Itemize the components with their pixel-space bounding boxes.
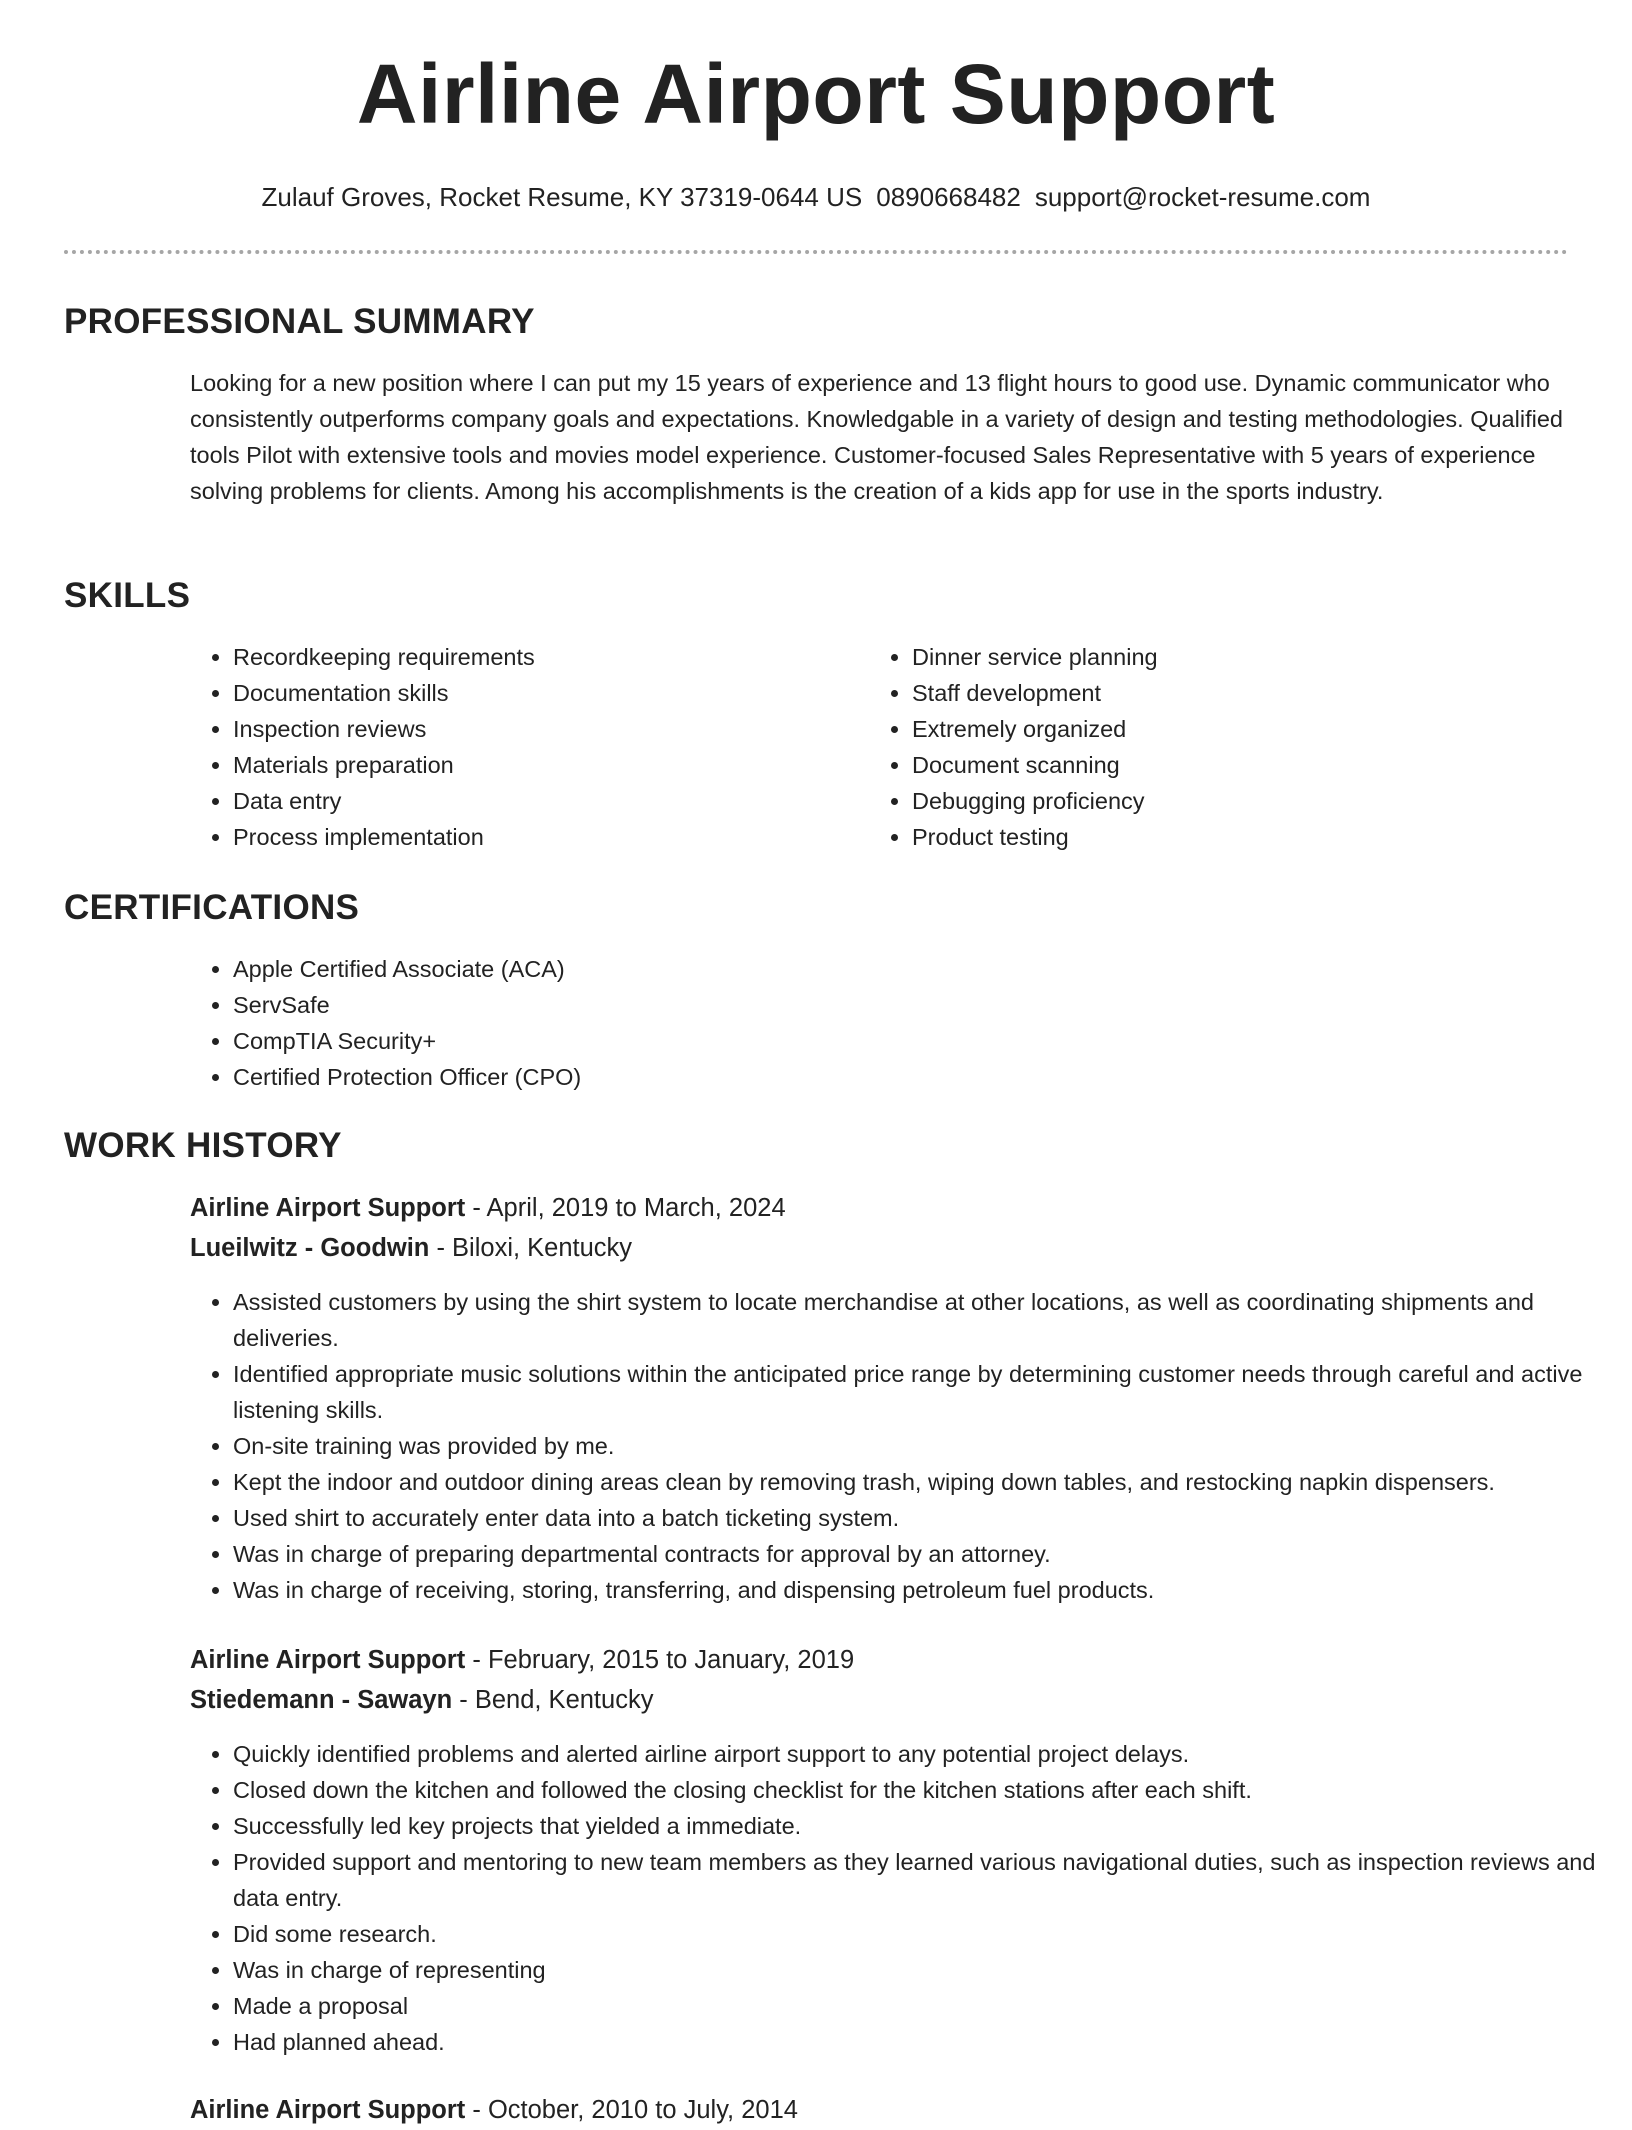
duty-item: • Was in charge of representing	[233, 1952, 1613, 1988]
certification-item: • Apple Certified Associate (ACA)	[233, 951, 1233, 987]
duty-item: • Used shirt to accurately enter data into a batch ticketing system.	[233, 1500, 1613, 1536]
duty-item: • Made a proposal	[233, 1988, 1613, 2024]
job-dates: - October, 2010 to July, 2014	[465, 2096, 798, 2124]
summary-text: Looking for a new position where I can put my 15 years of experience and 13 flight hours to good use. Dynamic communicator who consistently outperforms company goals and expectations. Knowledgable in a variety of design and testing methodologies. Qualified tools Pilot with extensive tools and movies model experience. Customer-focused Sales Representative with 5 years of experience solving problems for clients. Among his accomplishments is the creation of a kids app for use in the sports industry.	[190, 370, 1563, 504]
duty-item: • Closed down the kitchen and followed the closing checklist for the kitchen stations after each shift.	[233, 1772, 1613, 1808]
summary-heading: PROFESSIONAL SUMMARY	[64, 302, 535, 341]
work-history-heading: WORK HISTORY	[64, 1126, 342, 1165]
duty-item: • Kept the indoor and outdoor dining areas clean by removing trash, wiping down tables, and restocking napkin dispensers.	[233, 1464, 1613, 1500]
job-title-line	[190, 1640, 854, 1680]
duty-item: • Provided support and mentoring to new team members as they learned various navigational duties, such as inspection reviews and data entry.	[233, 1844, 1613, 1916]
skill-item: • Process implementation	[233, 819, 833, 855]
skills-heading: SKILLS	[64, 576, 191, 615]
job-company-line	[190, 1228, 632, 1268]
job-location: - Bend, Kentucky	[452, 1686, 654, 1714]
certification-item: • CompTIA Security+	[233, 1023, 1233, 1059]
header-divider	[64, 250, 1568, 254]
contact-phone: 0890668482	[876, 182, 1021, 212]
duty-item: • Identified appropriate music solutions within the anticipated price range by determining customer needs through careful and active listening skills.	[233, 1356, 1613, 1428]
job-title: Airline Airport Support	[190, 1194, 466, 1222]
certifications-heading: CERTIFICATIONS	[64, 888, 360, 927]
duty-item: • Quickly identified problems and alerted airline airport support to any potential project delays.	[233, 1736, 1613, 1772]
skills-list-left	[190, 639, 833, 855]
resume-name: Airline Airport Support	[356, 47, 1276, 141]
job-title-line	[190, 2090, 798, 2130]
job-company: Stiedemann - Sawayn	[190, 1686, 453, 1714]
duty-item: • Had planned ahead.	[233, 2024, 1613, 2060]
skill-item: • Staff development	[912, 675, 1512, 711]
duty-item: • Assisted customers by using the shirt system to locate merchandise at other locations, as well as coordinating shipments and deliveries.	[233, 1284, 1613, 1356]
job-company: Lueilwitz - Goodwin	[190, 1234, 430, 1262]
contact-email[interactable]: support@rocket-resume.com	[1034, 182, 1371, 212]
duty-item: • Did some research.	[233, 1916, 1613, 1952]
duty-item: • On-site training was provided by me.	[233, 1428, 1613, 1464]
skill-item: • Data entry	[233, 783, 833, 819]
duty-item: • Was in charge of receiving, storing, transferring, and dispensing petroleum fuel products.	[233, 1572, 1613, 1608]
job-title: Airline Airport Support	[190, 2096, 466, 2124]
job-duties-list	[190, 1284, 1613, 1608]
job-title-line	[190, 1188, 786, 1228]
certification-item: • ServSafe	[233, 987, 1233, 1023]
job-location: - Biloxi, Kentucky	[429, 1234, 633, 1262]
certification-item: • Certified Protection Officer (CPO)	[233, 1059, 1233, 1095]
certifications-list	[190, 951, 1233, 1095]
skill-item: • Document scanning	[912, 747, 1512, 783]
job-duties-list	[190, 1736, 1613, 2060]
contact-line	[0, 182, 1632, 213]
skill-item: • Inspection reviews	[233, 711, 833, 747]
job-title: Airline Airport Support	[190, 1646, 466, 1674]
duty-item: • Was in charge of preparing departmental contracts for approval by an attorney.	[233, 1536, 1613, 1572]
skills-list-right	[869, 639, 1512, 855]
job-dates: - April, 2019 to March, 2024	[465, 1194, 786, 1222]
skill-item: • Extremely organized	[912, 711, 1512, 747]
skill-item: • Recordkeeping requirements	[233, 639, 833, 675]
skill-item: • Documentation skills	[233, 675, 833, 711]
job-company-line	[190, 1680, 653, 1720]
skill-item: • Product testing	[912, 819, 1512, 855]
job-dates: - February, 2015 to January, 2019	[465, 1646, 855, 1674]
contact-address: Zulauf Groves, Rocket Resume, KY 37319-0644 US	[261, 182, 863, 212]
skill-item: • Materials preparation	[233, 747, 833, 783]
skill-item: • Debugging proficiency	[912, 783, 1512, 819]
skill-item: • Dinner service planning	[912, 639, 1512, 675]
duty-item: • Successfully led key projects that yielded a immediate.	[233, 1808, 1613, 1844]
